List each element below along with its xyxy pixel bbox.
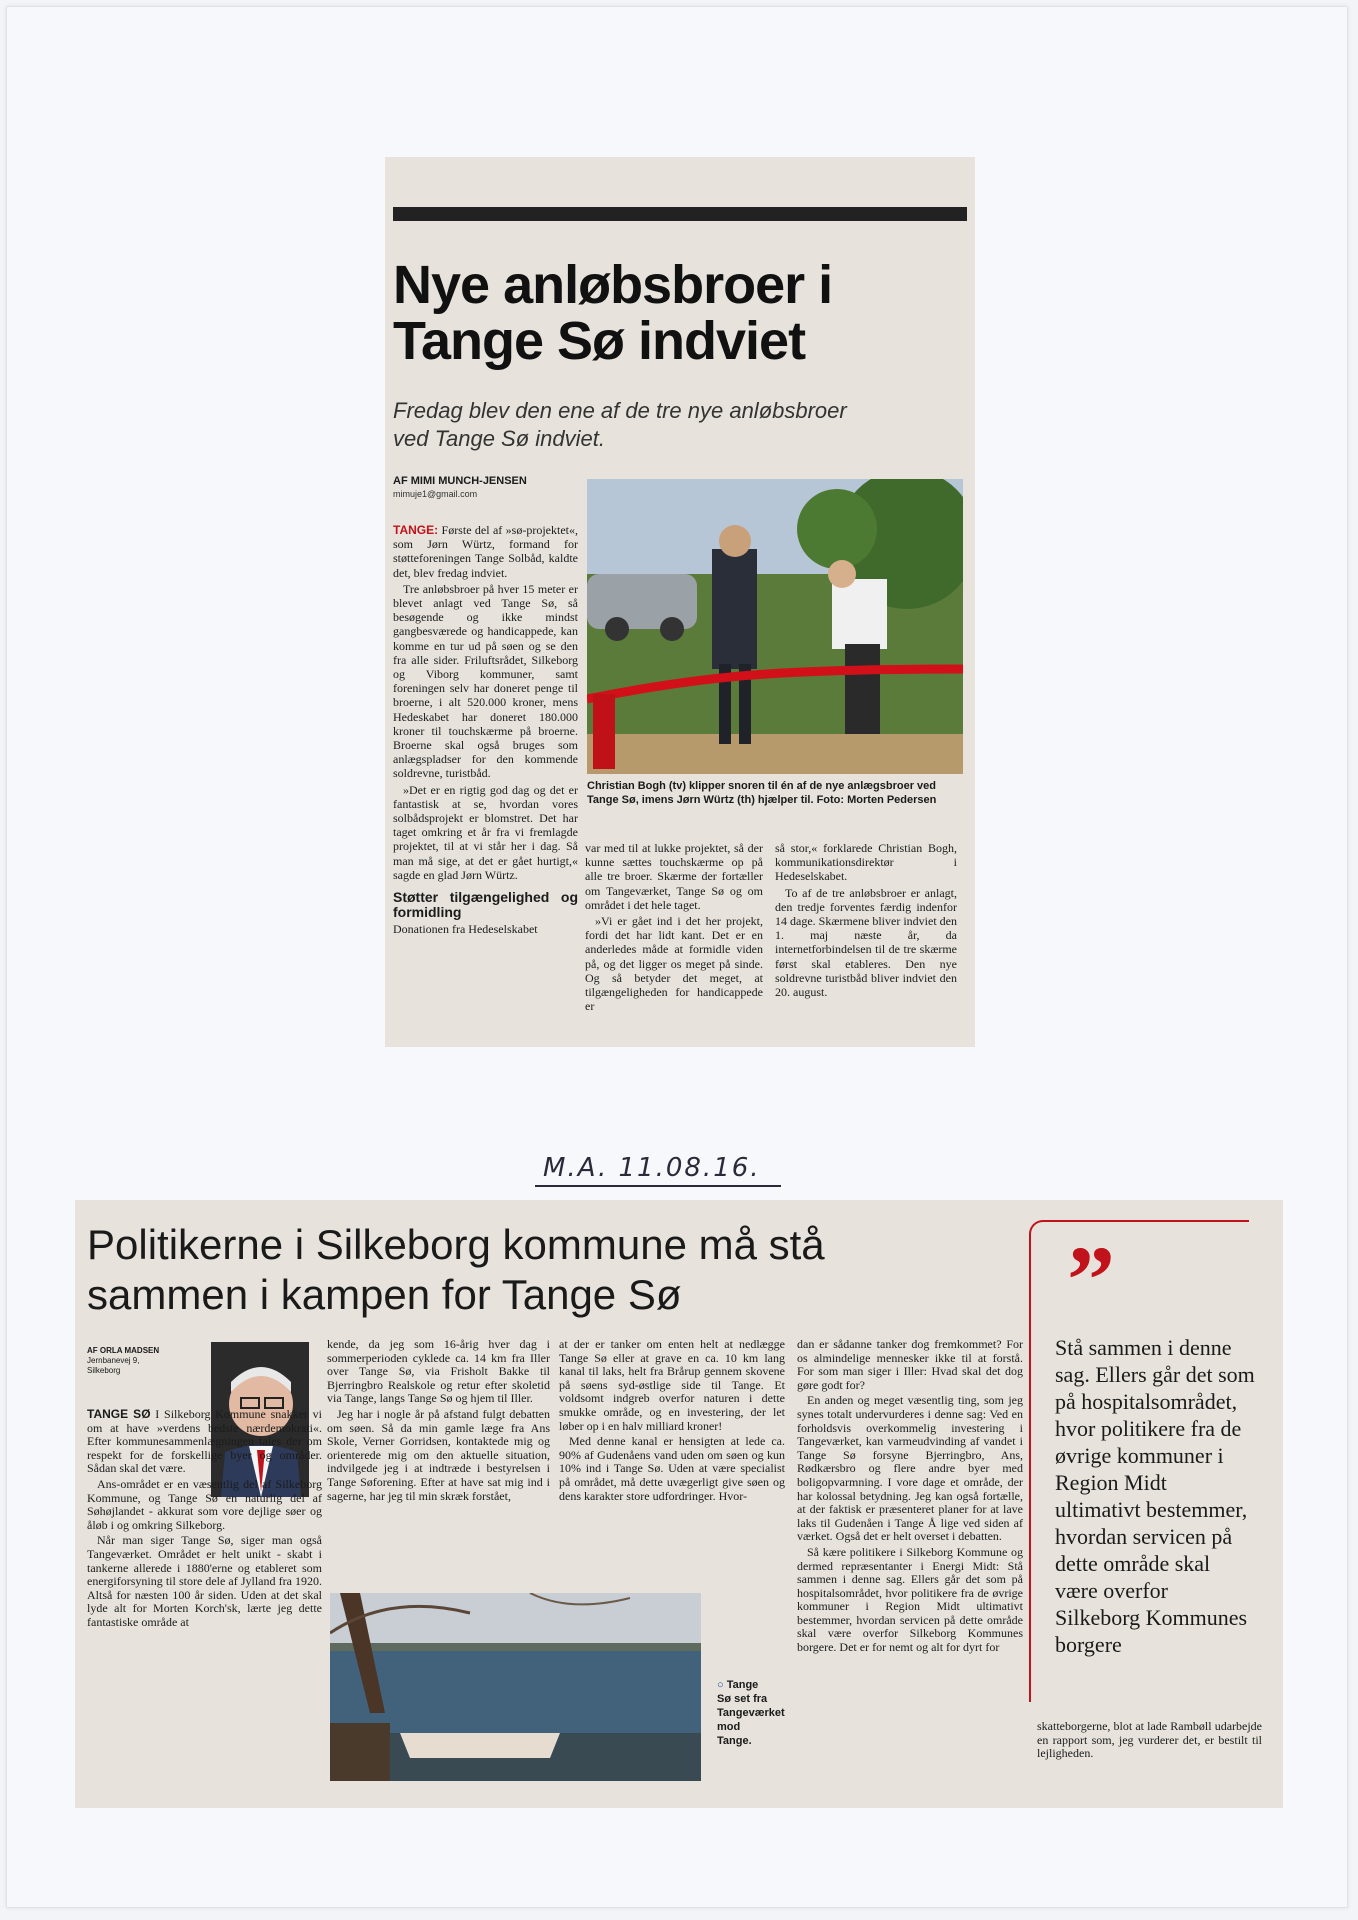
- scrapbook-page: [6, 6, 1348, 1908]
- paragraph: Så kære politikere i Silkeborg Kommune og dermed repræsentanter i Energi Midt: Stå sammen i denne sag. Ellers går det som på hospitalsområdet, hvor politikere fra de øvrige kommuner i Region Midt ultimativt bestemmer, hvordan servicen på dette område skal være overfor Silkeborg Kommunes borgere. Det er for nemt og alt for dyrt for: [797, 1544, 1023, 1655]
- paragraph: Når man siger Tange Sø, siger man også Tangeværket. Området er helt unikt - skabt i tankerne allerede i 1880'erne og etableret som energiforsyning til store dele af Jylland fra 1920. Altså for næsten 100 år siden. Uden at det skal lyde alt for Morten Korch'sk, lærte jeg dette fantastiske område at: [87, 1533, 322, 1629]
- paragraph: Med denne kanal er hensigten at lede ca. 90% af Gudenåens vand uden om søen og kun 10% ind i Tange Sø. Uden at være specialist på området, må dette uvægerligt give søen og dens karakter store udfordringer. Hvor-: [559, 1434, 785, 1503]
- quote-mark-icon: ”: [1067, 1226, 1115, 1333]
- paragraph: var med til at lukke projektet, så der kunne sættes touchskærme op på alle tre broer. Skærme der fortæller om Tangeværket, Tange Sø og om området i det hele taget.: [585, 841, 763, 912]
- column-4: [797, 1338, 1023, 1657]
- paragraph: skatteborgerne, blot at lade Rambøll udarbejde en rapport som, jeg vurderer det, er bestilt til lejligheden.: [1037, 1719, 1262, 1761]
- headline: Nye anløbsbroer i Tange Sø indviet: [393, 255, 833, 371]
- column-3: [775, 841, 957, 1001]
- kicker: TANGE:: [393, 523, 439, 537]
- pull-quote: Stå sammen i denne sag. Ellers går det som på hospitalsområdet, hvor politikere fra de øvrige kommuner i Region Midt ultimativt bestemmer, hvordan servicen på dette område skal være overfor Silkeborg Kommunes borgere: [1055, 1335, 1255, 1657]
- column-1: [87, 1408, 322, 1632]
- column-3: [559, 1338, 785, 1505]
- paragraph: Første del af »sø-projektet«, som Jørn Würtz, formand for støtteforeningen Tange Solbåd, kaldte det, blev fredag indviet.: [393, 523, 578, 580]
- paragraph: En anden og meget væsentlig ting, som jeg synes totalt undervurderes i denne sag: Ved en forholdsvis overkommelig investering i Tangeværket, kan varmeudvinding af vandet i Tange Sø forsyne Bjerringbro, Ans, Rødkærsbro og flere andre byer med boligopvarmning. I vore dage et område, der har kolossal betydning. Jeg kan også fortælle, at der faktisk er præsenteret planer for at lave laks til Gudenåen i Tange Å lige ved siden af værket. Også det er helt overset i debatten.: [797, 1393, 1023, 1544]
- section-heading: Støtter tilgængelighed og formidling: [393, 889, 578, 921]
- byline-name: AF ORLA MADSEN: [87, 1346, 160, 1355]
- byline: AF MIMI MUNCH-JENSEN: [393, 475, 527, 487]
- paragraph: Ans-området er en væsentlig del af Silkeborg Kommune, og Tange Sø en naturlig del af Søhøjlandet - akkurat som vore dejlige søer og åløb i og omkring Silkeborg.: [87, 1476, 322, 1532]
- byline: [87, 1346, 197, 1376]
- column-1: [393, 523, 578, 938]
- kicker: TANGE SØ: [87, 1407, 151, 1421]
- top-rule: [393, 207, 967, 221]
- lake-photo-caption: ○ Tange Sø set fra Tangeværket mod Tange.: [717, 1679, 785, 1747]
- date-note-2: M.A. 11.08.16.: [535, 1153, 781, 1187]
- paragraph: I Silkeborg Kommune snakker vi om at have »verdens bedste nærdemokrati«. Efter kommunesammenlægningen tales der om respekt for de forskellige byer og områder. Sådan skal det være.: [87, 1407, 323, 1476]
- headline: Politikerne i Silkeborg kommune må stå sammen i kampen for Tange Sø: [87, 1221, 825, 1318]
- paragraph: dan er sådanne tanker dog fremkommet? For os almindelige mennesker ikke til at forstå. For som man siger i Iller: Hvad skal det dog gøre godt for?: [797, 1337, 1023, 1392]
- paragraph: »Vi er gået ind i det her projekt, fordi det har lidt kant. Det er en anderledes måde at formidle viden på, og det ligger os meget på sinde. Og så betyder det meget, at tilgængeligheden for handicappede er: [585, 914, 763, 1014]
- column-2: [585, 841, 763, 1015]
- photo-caption: Christian Bogh (tv) klipper snoren til én af de nye anlægsbroer ved Tange Sø, imens Jørn Würtz (th) hjælper til. Foto: Morten Pedersen: [587, 780, 937, 806]
- paragraph: kende, da jeg som 16-årig hver dag i sommerperioden cyklede ca. 14 km fra Iller over Tange Sø, via Frisholt Bakke til Bjerringbro Realskole og retur efter skoletid via Tange, langs Tange Sø og hjem til Iller.: [327, 1337, 550, 1406]
- pull-quote-box: [1029, 1220, 1255, 1702]
- paragraph: så stor,« forklarede Christian Bogh, kommunikationsdirektør i Hedeselskabet.: [775, 841, 957, 884]
- subheadline: Fredag blev den ene af de tre nye anløbsbroer ved Tange Sø indviet.: [393, 398, 847, 451]
- paragraph: Tre anløbsbroer på hver 15 meter er blevet anlagt ved Tange Sø, så besøgende og ikke mindst gangbesværede og handicappede, kan komme en tur ud på søen og se den fra alle sider. Friluftsrådet, Silkeborg og Viborg kommuner, samt foreningen selv har doneret penge til broerne, i alt 520.000 kroner, mens Hedeskabet har doneret 180.000 kroner til touchskærme på broerne. Broerne skal også bruges som anlægspladser for den kommende soldrevne, turistbåd.: [393, 581, 578, 781]
- newspaper-clipping-2: [75, 1200, 1283, 1808]
- paragraph: Donationen fra Hedeselskabet: [393, 922, 538, 937]
- paragraph: Jeg har i nogle år på afstand fulgt debatten om søen. Så da min gamle læge fra Ans Skole, Verner Gorridsen, kontaktede mig og orienterede mig om den aktuelle situation, indvilgede jeg i at indtræde i bestyrelsen i Tange Søforening. Efter at have sat mig ind i sagerne, har jeg til min skræk forstået,: [327, 1406, 550, 1503]
- byline-city: Silkeborg: [87, 1366, 121, 1375]
- column-2: [327, 1338, 550, 1505]
- newspaper-clipping-1: [385, 157, 975, 1047]
- paragraph: »Det er en rigtig god dag og det er fantastisk at se, hvordan vores solbådsprojekt er blomstret. Det har taget omkring et år fra vi fremlagde projektet, til at vi står her i dag. Så man må sige, at det er gået hurtigt,« sagde en glad Jørn Würtz.: [393, 782, 578, 882]
- lake-photo: [330, 1593, 701, 1781]
- column-5: [1037, 1720, 1262, 1763]
- paragraph: To af de tre anløbsbroer er anlagt, den tredje forventes færdig indenfor 14 dage. Skærmene bliver indviet den 1. maj næste år, da internetforbindelsen til de tre skærme først skal etableres. Den nye soldrevne turistbåd bliver indviet den 20. august.: [775, 885, 957, 1000]
- byline-address: Jernbanevej 9,: [87, 1356, 140, 1365]
- ribbon-cutting-photo: [587, 479, 963, 774]
- paragraph: at der er tanker om enten helt at nedlægge Tange Sø eller at grave en ca. 10 km lang kanal til laks, helt fra Brårup gennem skovene på søens syd-østlige side til Tange. Et voldsomt indgreb overfor naturen i dette smukke område, og en investering, der let løber op i en halv milliard kroner!: [559, 1337, 785, 1433]
- author-email: mimuje1@gmail.com: [393, 489, 478, 499]
